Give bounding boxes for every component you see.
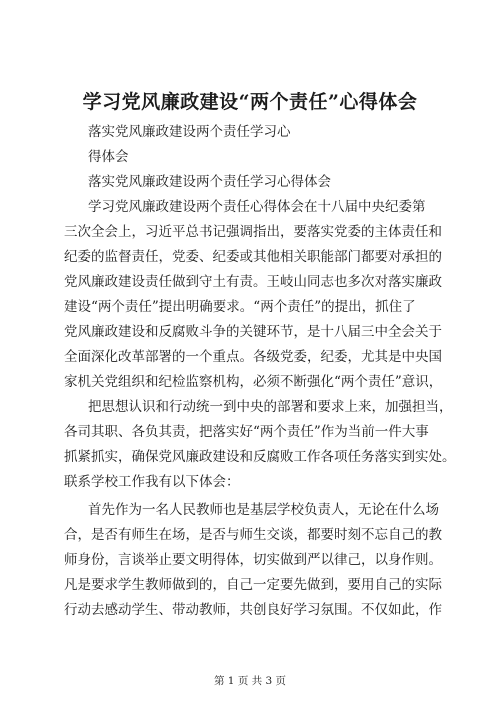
body-line: 纪委的监督责任，党委、纪委或其他相关职能部门都要对承担的 <box>64 249 442 265</box>
subtitle-line-3: 落实党风廉政建设两个责任学习心得体会 <box>88 174 331 190</box>
body-line: 党风廉政建设和反腐败斗争的关键环节，是十八届三中全会关于 <box>64 324 442 340</box>
body-line: 党风廉政建设责任做到守土有责。王岐山同志也多次对落实廉政 <box>64 274 442 290</box>
body-line: 首先作为一名人民教师也是基层学校负责人，无论在什么场 <box>88 502 439 518</box>
body-line: 各司其职、各负其责，把落实好“两个责任”作为当前一件大事 <box>64 424 429 440</box>
body-line: 合，是否有师生在场，是否与师生交谈，都要时刻不忘自己的教 <box>64 527 442 543</box>
subtitle-line-1: 落实党风廉政建设两个责任学习心 <box>88 124 291 140</box>
body-line: 行动去感动学生、带动教师，共创良好学习氛围。不仅如此，作 <box>64 602 442 618</box>
body-line: 全面深化改革部署的一个重点。各级党委，纪委，尤其是中央国 <box>64 349 442 365</box>
body-line: 联系学校工作我有以下体会： <box>64 474 240 490</box>
body-line: 抓紧抓实，确保党风廉政建设和反腐败工作各项任务落实到实处。 <box>64 449 456 465</box>
body-line: 学习党风廉政建设两个责任心得体会在十八届中央纪委第 <box>88 199 426 215</box>
body-line: 师身份，言谈举止要文明得体，切实做到严以律己，以身作则。 <box>64 552 442 568</box>
document-title: 学习党风廉政建设“两个责任”心得体会 <box>82 91 418 113</box>
body-line: 把思想认识和行动统一到中央的部署和要求上来，加强担当， <box>88 399 453 415</box>
body-line: 凡是要求学生教师做到的，自己一定要先做到，要用自己的实际 <box>64 577 442 593</box>
body-line: 三次全会上，习近平总书记强调指出，要落实党委的主体责任和 <box>64 224 442 240</box>
subtitle-line-2: 得体会 <box>88 149 129 165</box>
page-footer: 第 1 页 共 3 页 <box>213 675 287 687</box>
body-line: 建设“两个责任”提出明确要求。“两个责任”的提出，抓住了 <box>64 299 416 315</box>
body-line: 家机关党组织和纪检监察机构，必须不断强化“两个责任”意识， <box>64 374 443 390</box>
